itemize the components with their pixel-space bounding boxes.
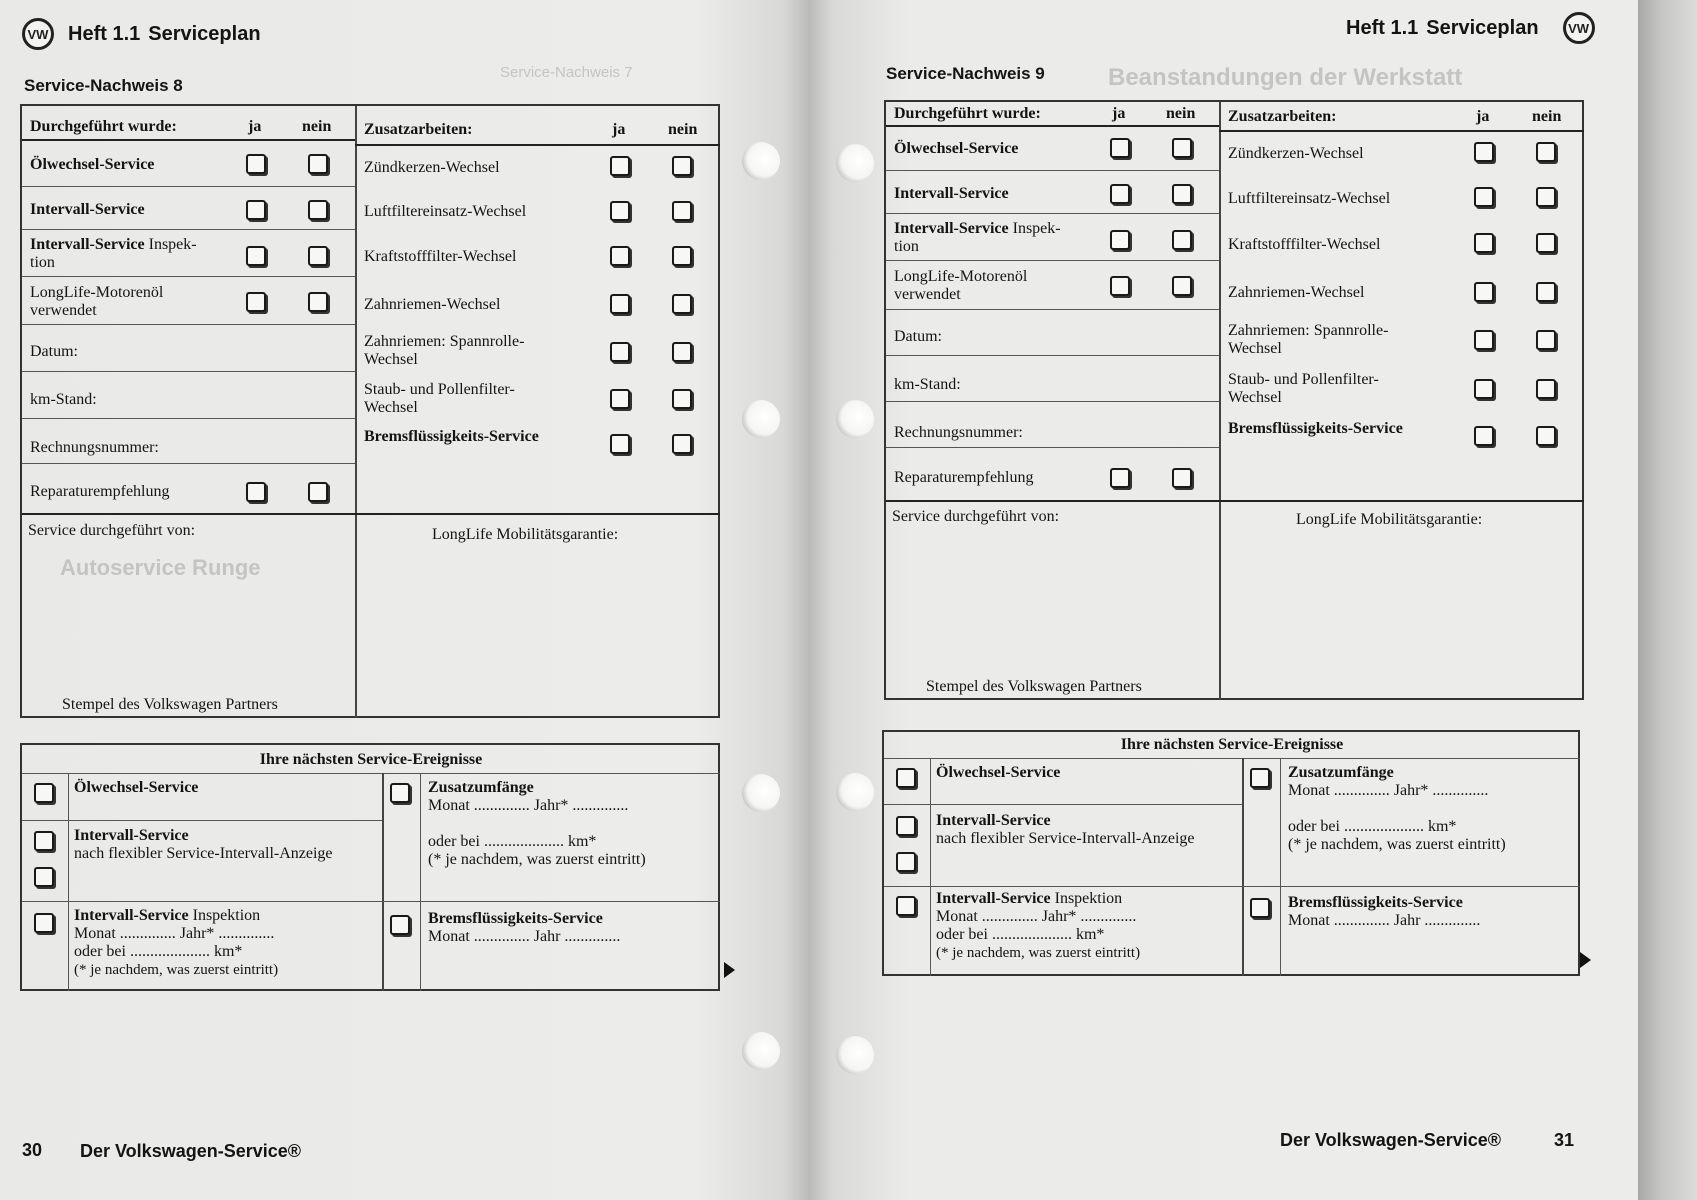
tensioner-nein-checkbox-right[interactable] [1536, 330, 1556, 350]
airfilter-nein-checkbox[interactable] [672, 201, 692, 221]
next-oil-checkbox-right[interactable] [896, 768, 916, 788]
next-interval-label: Intervall-Service nach flexibler Service-Intervall-Anzeige [74, 827, 333, 862]
next-inspection-label: Intervall-Service Inspektion Monat .............. Jahr* .............. oder bei .................... km* (* je nachdem, was zuerst eintritt) [74, 907, 279, 978]
punch-hole [742, 142, 780, 180]
next-interval-checkbox-right-2[interactable] [896, 852, 916, 872]
tensioner-nein-checkbox[interactable] [672, 342, 692, 362]
punch-hole [742, 1032, 780, 1070]
next-inspection-checkbox-right[interactable] [896, 896, 916, 916]
next-extra-label: Zusatzumfänge Monat .............. Jahr* .............. oder bei .................... km* (* je nachdem, was zuerst eintritt) [428, 779, 646, 868]
inspection-nein-checkbox-right[interactable] [1172, 230, 1192, 250]
pollen-ja-checkbox-right[interactable] [1474, 379, 1494, 399]
col-head-extras-right: Zusatzarbeiten: [1228, 108, 1337, 125]
bleed-stamp: Autoservice Runge [60, 555, 261, 580]
inspection-ja-checkbox-right[interactable] [1110, 230, 1130, 250]
spark-ja-checkbox[interactable] [610, 156, 630, 176]
field-km-stand: km-Stand: [30, 391, 97, 408]
airfilter-ja-checkbox-right[interactable] [1474, 187, 1494, 207]
col-head-nein: nein [302, 118, 332, 135]
interval-ja-checkbox[interactable] [246, 200, 266, 220]
pollen-ja-checkbox[interactable] [610, 389, 630, 409]
extra-brake-fluid: Bremsflüssigkeits-Service [364, 428, 539, 445]
next-brake-checkbox-right[interactable] [1250, 898, 1270, 918]
bleed-text: Service-Nachweis 7 [500, 64, 633, 81]
spark-ja-checkbox-right[interactable] [1474, 142, 1494, 162]
next-brake-label: Bremsflüssigkeits-Service Monat .............. Jahr .............. [428, 910, 621, 945]
belt-nein-checkbox[interactable] [672, 294, 692, 314]
pollen-nein-checkbox-right[interactable] [1536, 379, 1556, 399]
punch-hole [742, 774, 780, 812]
repair-ja-checkbox[interactable] [246, 482, 266, 502]
oil-nein-checkbox[interactable] [308, 154, 328, 174]
field-rechnungsnummer: Rechnungsnummer: [30, 439, 159, 456]
next-interval-label-right: Intervall-Service nach flexibler Service-Intervall-Anzeige [936, 812, 1195, 847]
inspection-ja-checkbox[interactable] [246, 246, 266, 266]
row-inspection: Intervall-Service Inspek- tion [30, 236, 197, 271]
col-head-ja: ja [248, 118, 262, 135]
row-oil-service-right: Ölwechsel-Service [894, 140, 1019, 157]
row-inspection-right: Intervall-Service Inspek- tion [894, 220, 1061, 255]
mobility-label-right: LongLife Mobilitätsgarantie: [1296, 511, 1483, 528]
brake-nein-checkbox[interactable] [672, 434, 692, 454]
punch-hole [836, 144, 874, 182]
continue-arrow-icon [1580, 952, 1591, 968]
page-header-right [1346, 12, 1595, 44]
punch-hole [836, 400, 874, 438]
next-brake-label-right: Bremsflüssigkeits-Service Monat .............. Jahr .............. [1288, 894, 1481, 929]
repair-ja-checkbox-right[interactable] [1110, 468, 1130, 488]
next-brake-checkbox[interactable] [390, 915, 410, 935]
next-inspection-checkbox[interactable] [34, 913, 54, 933]
next-interval-checkbox-2[interactable] [34, 867, 54, 887]
footer-brand-right: Der Volkswagen-Service® [1280, 1130, 1502, 1150]
repair-nein-checkbox-right[interactable] [1172, 468, 1192, 488]
continue-arrow-icon [724, 962, 735, 978]
footer-brand-left: Der Volkswagen-Service® [80, 1141, 302, 1161]
vw-logo-icon: VW [1563, 12, 1595, 44]
field-datum-right: Datum: [894, 328, 942, 345]
bleed-heading: Beanstandungen der Werkstatt [1108, 64, 1463, 91]
stamp-label-right: Stempel des Volkswagen Partners [926, 678, 1142, 695]
fuelfilter-nein-checkbox-right[interactable] [1536, 233, 1556, 253]
next-events-table [20, 743, 720, 991]
longlife-nein-checkbox[interactable] [308, 292, 328, 312]
next-oil-label-right: Ölwechsel-Service [936, 764, 1061, 781]
extra-air-filter-right: Luftfiltereinsatz-Wechsel [1228, 190, 1391, 207]
stamp-label: Stempel des Volkswagen Partners [62, 696, 278, 713]
col-head-extras: Zusatzarbeiten: [364, 121, 473, 138]
extra-spark-plugs: Zündkerzen-Wechsel [364, 159, 500, 176]
performed-by-label-right: Service durchgeführt von: [892, 508, 1060, 525]
next-events-table-right [882, 730, 1580, 976]
col-head-nein-right-2: nein [1532, 108, 1562, 125]
extra-timing-belt: Zahnriemen-Wechsel [364, 296, 501, 313]
belt-ja-checkbox-right[interactable] [1474, 282, 1494, 302]
col-head-performed: Durchgeführt wurde: [30, 118, 177, 135]
extra-brake-fluid-right: Bremsflüssigkeits-Service [1228, 420, 1403, 437]
brake-ja-checkbox-right[interactable] [1474, 426, 1494, 446]
page-number-left: 30 [22, 1140, 43, 1160]
longlife-ja-checkbox-right[interactable] [1110, 276, 1130, 296]
field-reparaturempfehlung-right: Reparaturempfehlung [894, 469, 1034, 486]
page-edge [1638, 0, 1697, 1200]
next-oil-checkbox[interactable] [34, 783, 54, 803]
section-title-right: Service-Nachweis 9 [886, 64, 1045, 83]
tensioner-ja-checkbox[interactable] [610, 342, 630, 362]
oil-ja-checkbox-right[interactable] [1110, 138, 1130, 158]
next-oil-label: Ölwechsel-Service [74, 779, 199, 796]
page-number-right: 31 [1554, 1130, 1575, 1150]
repair-nein-checkbox[interactable] [308, 482, 328, 502]
punch-hole [836, 1036, 874, 1074]
spark-nein-checkbox[interactable] [672, 156, 692, 176]
next-interval-checkbox[interactable] [34, 831, 54, 851]
next-extra-label-right: Zusatzumfänge Monat .............. Jahr* .............. oder bei .................... km* (* je nachdem, was zuerst eintritt) [1288, 764, 1506, 853]
col-head-ja-right-2: ja [1476, 108, 1490, 125]
belt-nein-checkbox-right[interactable] [1536, 282, 1556, 302]
next-inspection-label-right: Intervall-Service Inspektion Monat .............. Jahr* .............. oder bei .................... km* (* je nachdem, was zuerst eintritt) [936, 890, 1141, 961]
oil-ja-checkbox[interactable] [246, 154, 266, 174]
field-km-stand-right: km-Stand: [894, 376, 961, 393]
fuelfilter-nein-checkbox[interactable] [672, 246, 692, 266]
field-reparaturempfehlung: Reparaturempfehlung [30, 483, 170, 500]
page-header [22, 18, 261, 50]
extra-timing-belt-right: Zahnriemen-Wechsel [1228, 284, 1365, 301]
header-title: Serviceplan [148, 22, 261, 45]
pollen-nein-checkbox[interactable] [672, 389, 692, 409]
col-head-nein-right: nein [1166, 105, 1196, 122]
punch-hole [836, 773, 874, 811]
extra-pollen-filter: Staub- und Pollenfilter- Wechsel [364, 381, 515, 416]
airfilter-ja-checkbox[interactable] [610, 201, 630, 221]
field-rechnungsnummer-right: Rechnungsnummer: [894, 424, 1023, 441]
section-title: Service-Nachweis 8 [24, 76, 183, 95]
right-page [808, 0, 1638, 1200]
extra-spark-plugs-right: Zündkerzen-Wechsel [1228, 145, 1364, 162]
col-head-nein-2: nein [668, 121, 698, 138]
extra-pollen-filter-right: Staub- und Pollenfilter- Wechsel [1228, 371, 1379, 406]
booklet-label-right: Heft 1.1 [1346, 16, 1419, 39]
service-table [20, 104, 720, 718]
row-interval-service: Intervall-Service [30, 201, 145, 218]
longlife-ja-checkbox[interactable] [246, 292, 266, 312]
vw-logo-icon: VW [22, 18, 54, 50]
col-head-ja-right: ja [1112, 105, 1126, 122]
field-datum: Datum: [30, 343, 78, 360]
interval-nein-checkbox[interactable] [308, 200, 328, 220]
airfilter-nein-checkbox-right[interactable] [1536, 187, 1556, 207]
interval-ja-checkbox-right[interactable] [1110, 184, 1130, 204]
booklet-label: Heft 1.1 [68, 22, 141, 45]
fuelfilter-ja-checkbox-right[interactable] [1474, 233, 1494, 253]
mobility-label: LongLife Mobilitätsgarantie: [432, 526, 619, 543]
extra-tensioner-right: Zahnriemen: Spannrolle- Wechsel [1228, 322, 1389, 357]
extra-fuel-filter-right: Kraftstofffilter-Wechsel [1228, 236, 1381, 253]
row-oil-service: Ölwechsel-Service [30, 156, 155, 173]
oil-nein-checkbox-right[interactable] [1172, 138, 1192, 158]
header-title-right: Serviceplan [1426, 16, 1539, 39]
extra-fuel-filter: Kraftstofffilter-Wechsel [364, 248, 517, 265]
interval-nein-checkbox-right[interactable] [1172, 184, 1192, 204]
left-page [0, 0, 808, 1200]
extra-air-filter: Luftfiltereinsatz-Wechsel [364, 203, 527, 220]
longlife-nein-checkbox-right[interactable] [1172, 276, 1192, 296]
brake-nein-checkbox-right[interactable] [1536, 426, 1556, 446]
tensioner-ja-checkbox-right[interactable] [1474, 330, 1494, 350]
service-table-right [884, 100, 1584, 700]
extra-tensioner: Zahnriemen: Spannrolle- Wechsel [364, 333, 525, 368]
spark-nein-checkbox-right[interactable] [1536, 142, 1556, 162]
performed-by-label: Service durchgeführt von: [28, 522, 196, 539]
row-longlife-oil-right: LongLife-Motorenöl verwendet [894, 268, 1028, 303]
row-interval-service-right: Intervall-Service [894, 185, 1009, 202]
col-head-ja-2: ja [612, 121, 626, 138]
next-extra-checkbox-right[interactable] [1250, 768, 1270, 788]
next-events-title: Ihre nächsten Service-Ereignisse [259, 751, 483, 768]
next-events-title-right: Ihre nächsten Service-Ereignisse [1120, 736, 1344, 753]
fuelfilter-ja-checkbox[interactable] [610, 246, 630, 266]
brake-ja-checkbox[interactable] [610, 434, 630, 454]
col-head-performed-right: Durchgeführt wurde: [894, 105, 1041, 122]
next-extra-checkbox[interactable] [390, 783, 410, 803]
belt-ja-checkbox[interactable] [610, 294, 630, 314]
row-longlife-oil: LongLife-Motorenöl verwendet [30, 284, 164, 319]
next-interval-checkbox-right[interactable] [896, 816, 916, 836]
inspection-nein-checkbox[interactable] [308, 246, 328, 266]
punch-hole [742, 400, 780, 438]
